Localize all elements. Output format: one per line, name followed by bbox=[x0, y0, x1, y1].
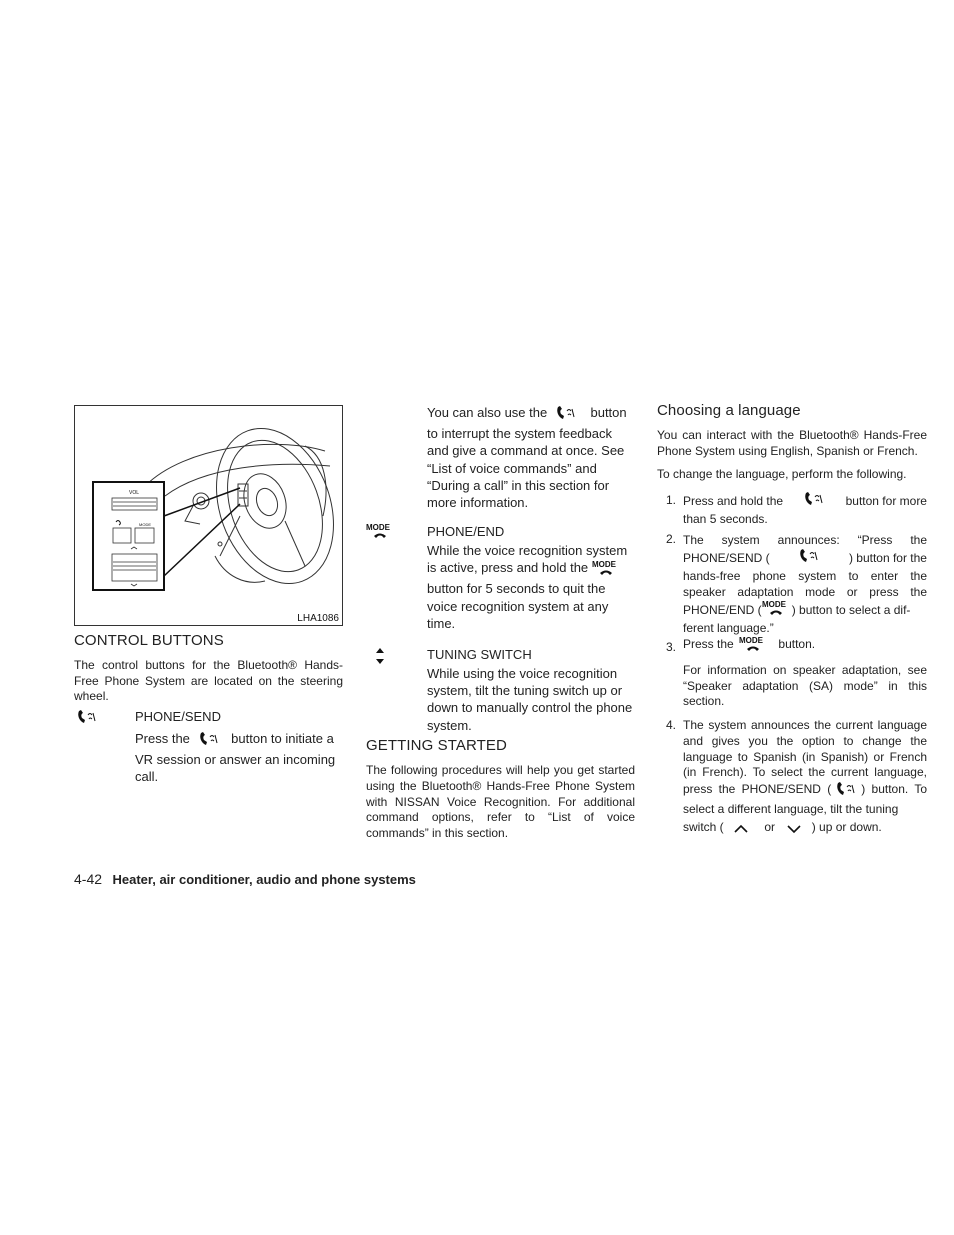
figure-code: LHA1086 bbox=[297, 613, 339, 624]
choosing-language-intro: You can interact with the Bluetooth® Hands-Free Phone System using English, Spanish or French. bbox=[657, 428, 927, 458]
phone-send-description bbox=[135, 730, 340, 786]
interrupt-line1b: button bbox=[590, 405, 627, 420]
phone-send-icon bbox=[803, 491, 825, 511]
phone-send-icon bbox=[198, 731, 220, 751]
step-2-line6: ferent language.” bbox=[683, 621, 774, 635]
phone-end-mode-icon bbox=[592, 560, 622, 580]
svg-text:MODE: MODE bbox=[739, 636, 764, 645]
section-title: Heater, air conditioner, audio and phone systems bbox=[112, 872, 416, 887]
svg-text:MODE: MODE bbox=[761, 600, 786, 609]
phone-end-rest: button for 5 seconds to quit the voice recognition system at any time. bbox=[427, 581, 609, 631]
phone-end-description bbox=[427, 542, 639, 632]
control-buttons-intro: The control buttons for the Bluetooth® Hands-Free Phone System are located on the steering wheel. bbox=[74, 658, 343, 704]
steering-wheel-figure bbox=[74, 405, 343, 626]
step-1-number: 1. bbox=[666, 493, 677, 507]
page-number: 4-42 bbox=[74, 871, 103, 887]
step-1-b: button for more bbox=[845, 494, 927, 508]
page-footer bbox=[74, 871, 416, 889]
step-2-line2a: PHONE/SEND ( bbox=[683, 551, 770, 565]
tuning-switch-icon bbox=[374, 646, 386, 671]
phone-send-text-c: VR session or answer an incoming call. bbox=[135, 752, 336, 785]
phone-send-icon bbox=[555, 405, 577, 425]
svg-text:MODE: MODE bbox=[366, 523, 390, 532]
phone-end-line1: While the voice recognition system bbox=[427, 543, 628, 558]
interrupt-paragraph bbox=[427, 404, 637, 511]
phone-send-label: PHONE/SEND bbox=[135, 709, 221, 724]
step-4-b: ) button. To select a different language, tilt the tuning bbox=[683, 782, 927, 816]
change-language-line: To change the language, perform the following. bbox=[657, 467, 907, 481]
step-2-line4: speaker adaptation mode or press the bbox=[683, 585, 927, 599]
step-3-b: button. bbox=[778, 637, 816, 651]
choosing-language-heading: Choosing a language bbox=[657, 402, 801, 419]
phone-send-icon bbox=[76, 709, 98, 730]
step-4-main: The system announces the current language and gives you the option to change the language to Spanish (in Spanish) or French (in French). To select the current language, press the PHONE/SEND ( bbox=[683, 718, 927, 797]
phone-send-icon bbox=[835, 781, 857, 802]
chevron-down-icon bbox=[786, 823, 802, 840]
step-2-line3: hands-free phone system to enter the bbox=[683, 569, 927, 583]
steering-wheel-illustration bbox=[75, 406, 343, 626]
step-1-a: Press and hold the bbox=[683, 494, 784, 508]
phone-end-mode-icon bbox=[762, 600, 792, 620]
tuning-switch-description: While using the voice recognition system, tilt the tuning switch up or down to manually control the phone system. bbox=[427, 666, 633, 733]
step-3-text bbox=[683, 636, 927, 656]
step-2-number: 2. bbox=[666, 532, 677, 546]
step-2-line5b: ) button to select a dif- bbox=[791, 603, 911, 617]
step-2-text bbox=[683, 532, 927, 636]
step-1-c: than 5 seconds. bbox=[683, 512, 768, 526]
step-2-line5a: PHONE/END ( bbox=[683, 603, 762, 617]
step-4-c: switch ( bbox=[683, 819, 724, 834]
getting-started-heading: GETTING STARTED bbox=[366, 737, 507, 754]
phone-send-text-b: button to initiate a bbox=[231, 731, 334, 746]
chevron-up-icon bbox=[733, 823, 749, 840]
phone-end-line2: is active, press and hold the bbox=[427, 560, 589, 576]
step-4-or: or bbox=[764, 819, 776, 834]
step-3-note: For information on speaker adaptation, see “Speaker adaptation (SA) mode” in this section. bbox=[683, 663, 927, 709]
tuning-switch-label: TUNING SWITCH bbox=[427, 647, 532, 662]
phone-send-text-a: Press the bbox=[135, 731, 190, 746]
interrupt-line1a: You can also use the bbox=[427, 405, 548, 420]
getting-started-text: The following procedures will help you get started using the Bluetooth® Hands-Free Phone System with NISSAN Voice Recognition. For additional command options, refer to “List of voice commands” in this section. bbox=[366, 763, 635, 841]
control-buttons-heading: CONTROL BUTTONS bbox=[74, 632, 224, 649]
phone-end-label: PHONE/END bbox=[427, 524, 505, 539]
interrupt-rest: to interrupt the system feedback and give a command at once. See “List of voice commands” and “During a call” in this section for more information. bbox=[427, 426, 625, 511]
vol-label: VOL bbox=[129, 490, 140, 496]
step-4-text bbox=[683, 718, 927, 840]
step-2-line2b: ) button for the bbox=[848, 551, 927, 565]
svg-text:MODE: MODE bbox=[591, 560, 616, 570]
phone-end-mode-icon bbox=[739, 636, 769, 656]
mode-label: MODE bbox=[139, 522, 151, 527]
step-3-a: Press the bbox=[683, 637, 734, 651]
step-2-line1: The system announces: “Press the bbox=[683, 533, 927, 547]
phone-send-icon bbox=[798, 548, 820, 568]
step-3-number: 3. bbox=[666, 640, 677, 654]
step-4-d: ) up or down. bbox=[811, 819, 882, 834]
step-4-number: 4. bbox=[666, 718, 677, 732]
phone-end-mode-icon bbox=[366, 523, 396, 544]
step-1-text bbox=[683, 491, 927, 527]
